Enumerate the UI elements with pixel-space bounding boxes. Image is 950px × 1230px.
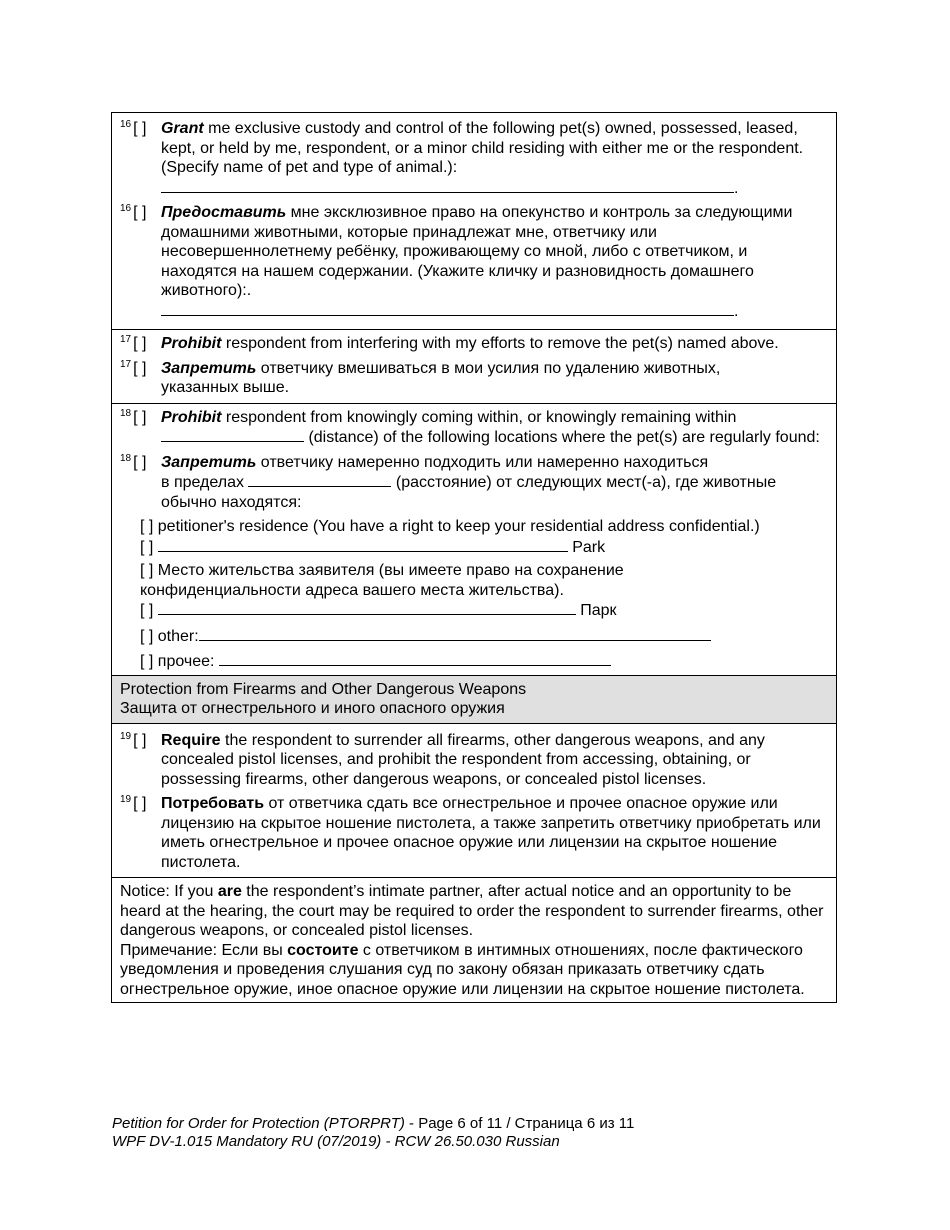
item-lead: Предоставить [161, 204, 287, 221]
other-field-ru[interactable] [219, 651, 611, 666]
item-number: $^{16}$ [ ] [120, 203, 147, 221]
item-17-en: $^{17}$ [ ] Prohibit respondent from interfering with my efforts to remove the pet(s) named above. [120, 334, 779, 352]
park-field-en[interactable] [158, 537, 568, 552]
park-field-ru[interactable] [158, 600, 576, 615]
item-19-ru: $^{19}$ [ ] Потребовать от ответчика сдать все огнестрельное и прочее опасное оружие или лицензию на скрытое ношение пистолета, а также запретить ответчику приобретать или иметь огнестрельное и прочее опасное оружие или лицензии на скрытое ношение пистолета. [120, 794, 821, 871]
item-number: $^{19}$ [ ] [120, 794, 147, 812]
item-lead: Запретить [161, 453, 257, 471]
item-19-en: $^{19}$ [ ] Require the respondent to surrender all firearms, other dangerous weapons, and any concealed pistol licenses, and prohibit the respondent from accessing, obtaining, or possessing firearms, other dangerous weapons, or concealed pistol licenses. [120, 730, 765, 788]
item-lead: Prohibit [161, 335, 222, 352]
option-residence-en[interactable]: [ ] petitioner's residence (You have a right to keep your residential address confidential.) [140, 518, 760, 535]
checkbox-16-ru[interactable]: [ ] [133, 204, 147, 221]
item-18-en: $^{18}$ [ ] Prohibit respondent from knowingly coming within, or knowingly remaining within (distance) of the following locations where the pet(s) are regularly found: [120, 407, 820, 446]
item-number: $^{17}$ [ ] [120, 334, 147, 352]
checkbox-17-ru[interactable]: [ ] [133, 359, 147, 377]
item-lead: Потребовать [161, 795, 265, 812]
section-17 [112, 329, 836, 403]
firearms-header-ru: Защита от огнестрельного и иного опасного оружия [120, 700, 505, 717]
notice-box [112, 877, 836, 1002]
distance-field-ru[interactable] [248, 472, 391, 487]
checkbox-16-en[interactable]: [ ] [133, 120, 147, 137]
pet-name-field-ru[interactable] [161, 301, 734, 316]
checkbox-17-en[interactable]: [ ] [133, 335, 147, 352]
option-other-ru[interactable]: [ ] прочее: [120, 651, 828, 672]
option-park-ru[interactable]: [ ] Парк [140, 602, 617, 619]
option-park-en[interactable]: [ ] Park [140, 538, 606, 556]
item-number: $^{16}$ [ ] [120, 119, 147, 137]
page-footer [112, 1115, 634, 1151]
distance-field-en[interactable] [161, 427, 304, 442]
firearms-header-en: Protection from Firearms and Other Dangerous Weapons [120, 680, 527, 698]
item-lead: Prohibit [161, 408, 222, 426]
item-lead: Require [161, 731, 221, 749]
item-16-en: $^{16}$ [ ] Grant me exclusive custody and control of the following pet(s) owned, possessed, leased, kept, or held by me, respondent, or a minor child residing with either me or the respondent. (Specify name of pet and type of animal.): . [120, 119, 804, 197]
item-number: $^{18}$ [ ] [120, 452, 147, 471]
footer-line-1: Petition for Order for Protection (PTORPRT) - Page 6 of 11 / Страница 6 из 11 [112, 1115, 635, 1132]
checkbox-19-en[interactable]: [ ] [133, 731, 147, 749]
firearms-section-header [112, 675, 836, 723]
notice-en: Notice: If you are the respondent’s intimate partner, after actual notice and an opportunity to be heard at the hearing, the court may be required to order the respondent to surrender firearms, other dangerous weapons, or concealed pistol licenses. [120, 883, 824, 939]
other-field-en[interactable] [199, 626, 711, 641]
option-other-en[interactable]: [ ] other: [120, 626, 828, 647]
item-number: $^{18}$ [ ] [120, 407, 147, 426]
pet-name-field-en[interactable] [161, 178, 734, 193]
checkbox-19-ru[interactable]: [ ] [133, 795, 147, 812]
item-lead: Grant [161, 120, 204, 137]
form-table [111, 112, 837, 1003]
item-17-ru: $^{17}$ [ ] Запретить ответчику вмешиваться в мои усилия по удалению животных, указанных выше. [120, 358, 721, 396]
checkbox-18-en[interactable]: [ ] [133, 408, 147, 426]
notice-ru: Примечание: Если вы состоите с ответчиком в интимных отношениях, после фактического уведомления и проведения слушания суд по закону обязан приказать ответчику сдать огнестрельное оружие, иное опасное оружие или лицензии на скрытое ношение пистолета. [120, 941, 805, 998]
item-number: $^{19}$ [ ] [120, 730, 147, 749]
checkbox-18-ru[interactable]: [ ] [133, 453, 147, 471]
section-18 [112, 403, 836, 675]
section-19 [112, 723, 836, 878]
footer-line-2: WPF DV-1.015 Mandatory RU (07/2019) - RCW 26.50.030 Russian [112, 1133, 560, 1150]
item-16-ru: $^{16}$ [ ] Предоставить мне эксклюзивное право на опекунство и контроль за следующими домашними животными, которые принадлежат мне, ответчику или несовершеннолетнему ребёнку, проживающему со мной, либо с ответчиком, и находятся на нашем содержании. (Укажите кличку и разновидность домашнего животного):. . [120, 203, 793, 320]
option-residence-ru[interactable]: [ ] Место жительства заявителя (вы имеете право на сохранение конфиденциальности адреса вашего места жительства). [140, 562, 624, 599]
item-18-ru: $^{18}$ [ ] Запретить ответчику намеренно подходить или намеренно находиться в пределах (расстояние) от следующих мест(-а), где животные обычно находятся: [120, 452, 777, 511]
section-16 [112, 113, 836, 329]
item-lead: Запретить [161, 359, 257, 377]
item-number: $^{17}$ [ ] [120, 358, 147, 377]
